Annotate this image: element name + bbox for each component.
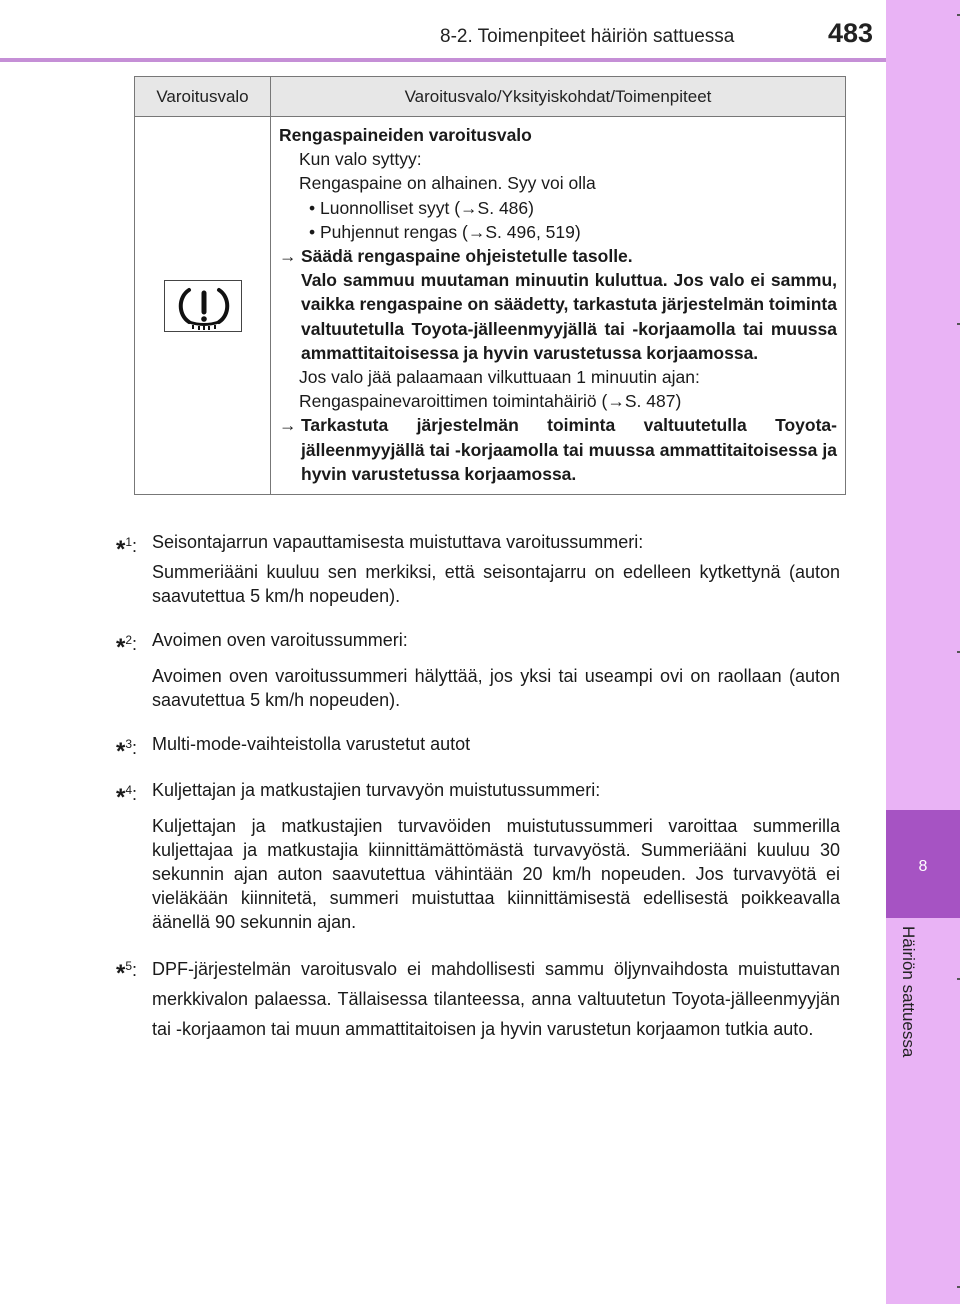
footnote-text: Summeriääni kuuluu sen merkiksi, että seisontajarru on edelleen kytkettynä (auton saavutettua 5 km/h nopeuden). — [152, 562, 840, 606]
cause-line: Rengaspaine on alhainen. Syy voi olla — [299, 173, 596, 194]
column-header-warning-light: Varoitusvalo — [135, 77, 271, 117]
side-thumb-tab — [886, 0, 960, 1304]
cause-bullet: • Luonnolliset syyt (→S. 486) — [309, 197, 534, 218]
header-divider — [0, 58, 886, 62]
action-line — [279, 244, 837, 268]
table-row — [135, 117, 846, 495]
footnote-title: Avoimen oven varoitussummeri: — [152, 630, 408, 650]
footnote-text: DPF-järjestelmän varoitusvalo ei mahdollisesti sammu öljynvaihdosta muistuttavan merkkivalon palaessa. Tällaisessa tilanteessa, anna valtuutetun Toyota-jälleenmyyjän tai -korjaamon tai muun ammattitaitoisen ja hyvin varustetun korjaamon tutkia auto. — [152, 959, 840, 1039]
action-continuation: Valo sammuu muutaman minuutin kuluttua. Jos valo ei sammu, vaikka rengaspaine on säädetty, tarkastuta järjestelmän toiminta valtuutetulla Toyota-jälleenmyyjällä tai -korjaamolla tai muussa ammattitaitoisessa ja hyvin varustetussa korjaamossa. — [301, 270, 837, 363]
action-line — [279, 413, 837, 486]
footnote-marker: *$^5$: — [116, 959, 138, 987]
footnote-marker: *$^1$: — [116, 535, 138, 563]
footnote-title: Seisontajarrun vapauttamisesta muistuttava varoitussummeri: — [152, 532, 644, 552]
malfunction-line: Rengaspainevaroittimen toimintahäiriö (→S. 487) — [299, 391, 682, 412]
tire-pressure-warning-icon — [164, 280, 242, 332]
footnote-2 — [116, 628, 840, 718]
warning-light-table — [134, 76, 846, 495]
icon-cell — [135, 117, 271, 495]
action-text: Säädä rengaspaine ohjeistetulle tasolle. — [301, 246, 633, 267]
table-header-row — [135, 77, 846, 117]
footnote-1 — [116, 530, 840, 614]
footnote-title: Kuljettajan ja matkustajien turvavyön muistutussummeri: — [152, 780, 601, 800]
arrow-icon: → — [279, 246, 297, 267]
footnote-3 — [116, 732, 840, 764]
footnote-title: Multi-mode-vaihteistolla varustetut autot — [152, 734, 471, 754]
footnote-4 — [116, 778, 840, 940]
running-header-section: 8-2. Toimenpiteet häiriön sattuessa — [440, 26, 735, 47]
footnote-5 — [116, 954, 840, 1050]
warning-title: Rengaspaineiden varoitusvalo — [279, 125, 532, 145]
page-number: 483 — [828, 18, 874, 48]
chapter-number-box: 8 — [886, 810, 960, 918]
condition-line: Kun valo syttyy: — [299, 149, 422, 170]
description-cell — [271, 117, 846, 495]
footnote-text: Kuljettajan ja matkustajien turvavöiden muistutussummeri varoittaa summerilla kuljettajaa ja matkustajia kiinnittämättömästä turvavyöstä. Summeriääni kuuluu 30 sekunnin ajan auton saavutettua vähintään 20 km/h nopeuden. Jos turvavyötä ei vieläkään kiinnitetä, summeri muistuttaa kiinnittämisestä edellisestä poikkeavalla äänellä 90 sekunnin ajan. — [152, 816, 840, 932]
column-header-details: Varoitusvalo/Yksityiskohdat/Toimenpiteet — [271, 77, 846, 117]
footnote-text: Avoimen oven varoitussummeri hälyttää, jos yksi tai useampi ovi on raollaan (auton saavutettua 5 km/h nopeuden). — [152, 666, 840, 710]
footnote-marker: *$^2$: — [116, 633, 138, 661]
cause-bullet: • Puhjennut rengas (→S. 496, 519) — [309, 221, 581, 242]
footnotes — [116, 530, 840, 1064]
footnote-marker: *$^3$: — [116, 737, 138, 765]
footnote-marker: *$^4$: — [116, 783, 138, 811]
condition-line: Jos valo jää palaamaan vilkuttuaan 1 minuutin ajan: — [299, 367, 700, 388]
chapter-label-vertical: Häiriön sattuessa — [899, 926, 918, 1058]
action-text: Tarkastuta järjestelmän toiminta valtuutetulla Toyota-jälleenmyyjällä tai -korjaamolla tai muussa ammattitaitoisessa ja hyvin varustetussa korjaamossa. — [301, 415, 837, 484]
arrow-icon: → — [279, 415, 297, 436]
